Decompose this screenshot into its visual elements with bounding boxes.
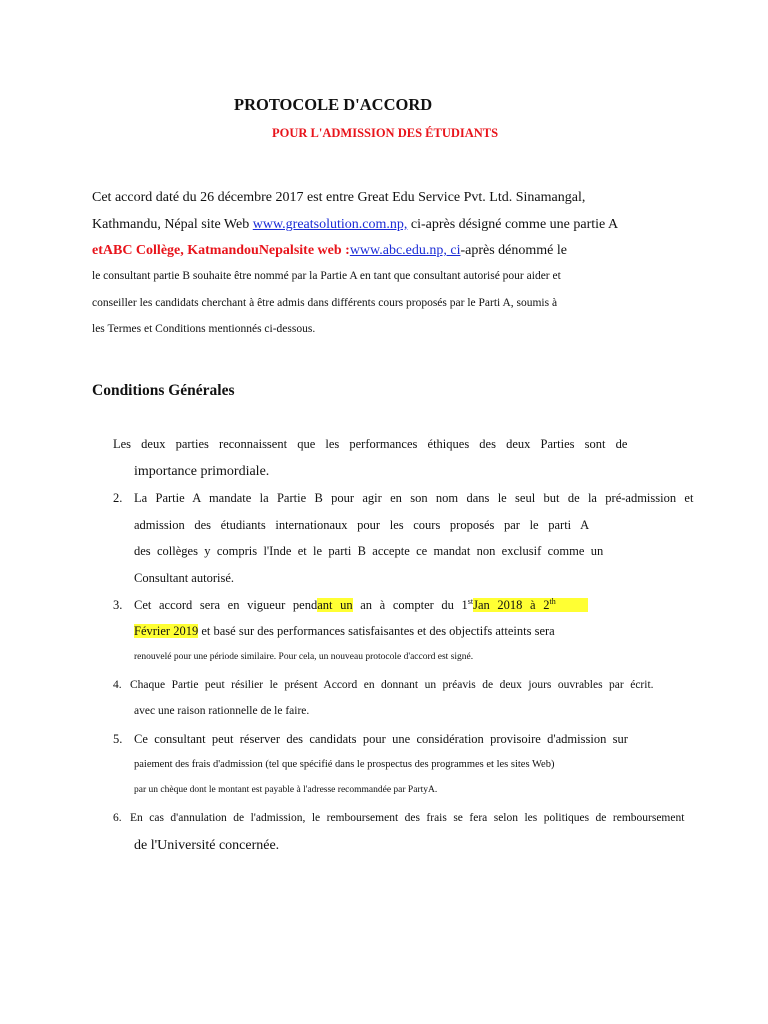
condition-5-line-1: Ce consultant peut réserver des candidats pour une considération provisoire d'admission sur [134,732,628,746]
condition-1-line-1: Les deux parties reconnaissent que les performances éthiques des deux Parties sont de [113,437,628,451]
condition-3-text-b: an à compter du 1 [352,598,468,612]
condition-4-line-2: avec une raison rationnelle de le faire. [134,705,310,717]
condition-1-line-2: importance primordiale. [134,464,270,479]
condition-2-line-4: Consultant autorisé. [134,571,234,585]
condition-4-number: 4. [113,679,122,691]
intro-line-2-suffix: ci-après désigné comme une partie A [407,217,619,232]
highlight-end-date: Février 2019 [134,624,199,638]
intro-line-2 [92,217,618,233]
greatsolution-link[interactable]: www.greatsolution.com.np, [252,217,408,232]
condition-3-line-2 [134,624,555,639]
condition-3-text-a: Cet accord sera en vigueur pend [134,598,318,612]
condition-2-line-2: admission des étudiants internationaux pour les cours proposés par le parti A [134,518,590,532]
abc-link[interactable]: www.abc.edu.np, ci [349,243,461,258]
condition-2-line-1: La Partie A mandate la Partie B pour agir en son nom dans le seul but de la pré-admission et [134,491,694,505]
condition-2-line-3: des collèges y compris l'Inde et le parti B accepte ce mandat non exclusif comme un [134,544,604,558]
conditions-heading: Conditions Générales [92,382,235,399]
document-subtitle: POUR L'ADMISSION DES ÉTUDIANTS [272,126,499,140]
intro-line-2-prefix: Kathmandu, Népal site Web [92,217,253,232]
condition-3-line-2-rest: et basé sur des performances satisfaisantes et des objectifs atteints sera [198,624,555,638]
highlight-ant-un: ant un [317,598,353,612]
condition-2-number: 2. [113,491,123,505]
intro-line-3-suffix: -après dénommé le [460,243,567,258]
condition-6-number: 6. [113,812,122,824]
condition-6-line-2: de l'Université concernée. [134,838,280,853]
condition-6-line-1: En cas d'annulation de l'admission, le remboursement des frais se fera selon les politiques de remboursement [130,812,685,824]
condition-3-line-3: renouvelé pour une période similaire. Pour cela, un nouveau protocole d'accord est signé. [134,652,474,662]
document-title: PROTOCOLE D'ACCORD [234,95,433,114]
highlight-start-date [473,598,588,612]
superscript-st: st [467,596,474,606]
condition-5-line-3: par un chèque dont le montant est payable à l'adresse recommandée par PartyA. [134,785,438,795]
condition-4-line-1: Chaque Partie peut résilier le présent Accord en donnant un préavis de deux jours ouvrables par écrit. [130,679,654,691]
superscript-th: th [549,596,556,606]
intro-line-3 [92,243,567,259]
start-date-text: Jan 2018 à 2 [473,598,550,612]
condition-3-number: 3. [113,598,123,612]
condition-5-number: 5. [113,732,123,746]
intro-line-4: le consultant partie B souhaite être nommé par la Partie A en tant que consultant autorisé pour aider et [92,270,561,282]
condition-3-line-1 [134,598,588,613]
intro-line-6: les Termes et Conditions mentionnés ci-dessous. [92,323,316,335]
party-b-name: etABC Collège, KatmandouNepalsite web : [92,243,350,258]
condition-5-line-2: paiement des frais d'admission (tel que spécifié dans le prospectus des programmes et les sites Web) [134,759,555,770]
intro-line-5: conseiller les candidats cherchant à être admis dans différents cours proposés par le Parti A, soumis à [92,297,558,309]
intro-line-1: Cet accord daté du 26 décembre 2017 est entre Great Edu Service Pvt. Ltd. Sinamangal, [92,190,586,205]
